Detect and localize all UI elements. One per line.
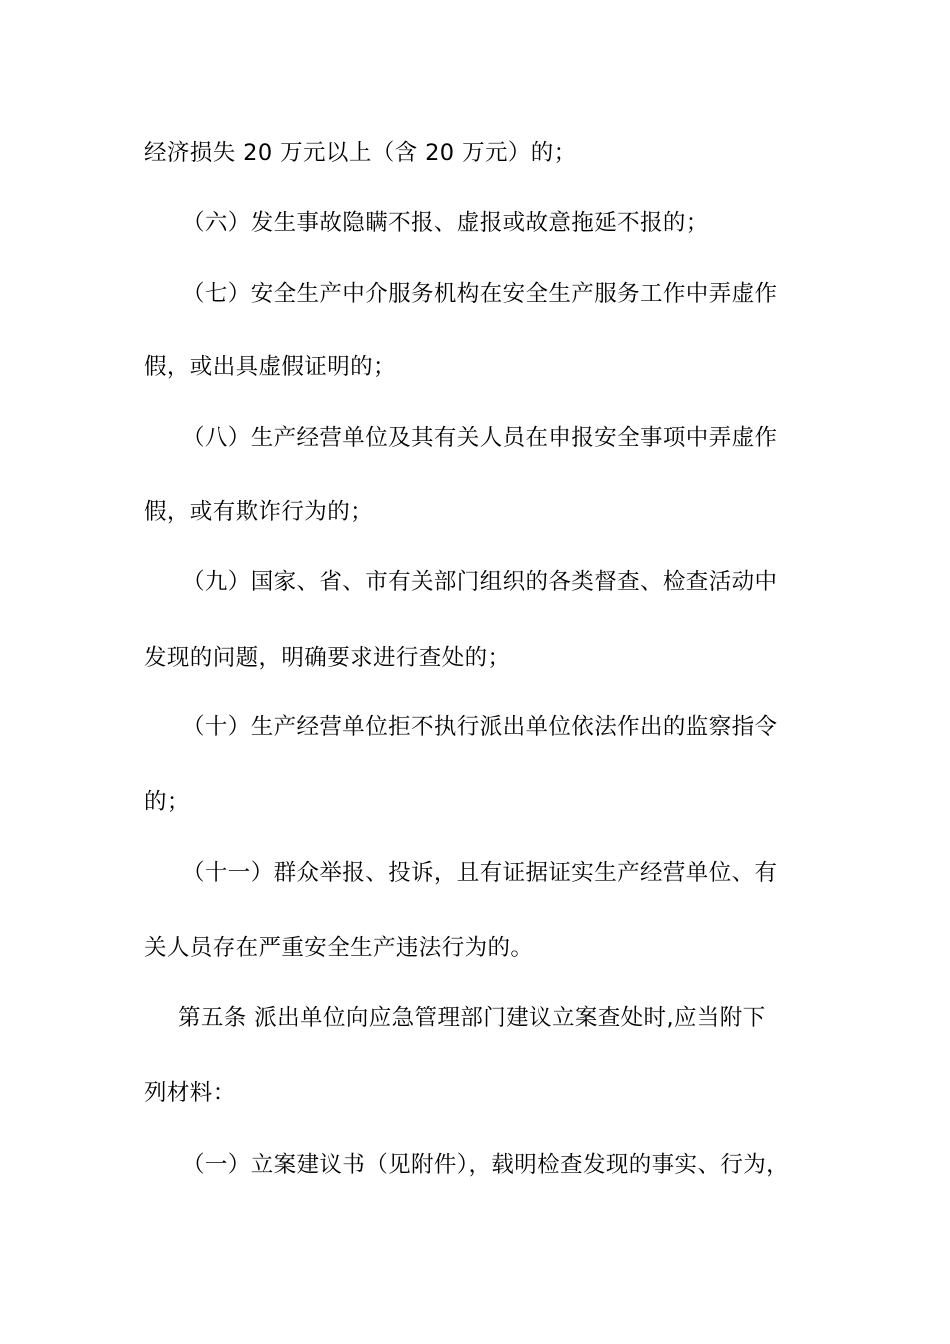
text-line-11: （十一）群众举报、投诉，且有证据证实生产经营单位、有 [182, 860, 778, 886]
text-line-14: 列材料： [144, 1080, 236, 1106]
text-line-8: 发现的问题，明确要求进行查处的； [144, 645, 511, 671]
text-line-13: 第五条 派出单位向应急管理部门建议立案查处时,应当附下 [178, 1005, 766, 1031]
text-line-2: （六）发生事故隐瞒不报、虚报或故意拖延不报的； [182, 210, 709, 236]
text-line-6: 假，或有欺诈行为的； [144, 499, 374, 525]
text-line-10: 的； [144, 789, 190, 815]
text-line-4: 假，或出具虚假证明的； [144, 354, 396, 380]
text-line-7: （九）国家、省、市有关部门组织的各类督查、检查活动中 [182, 569, 778, 595]
text-line-3: （七）安全生产中介服务机构在安全生产服务工作中弄虚作 [182, 281, 778, 307]
text-line-1: 经济损失 20 万元以上（含 20 万元）的； [144, 140, 577, 166]
text-line-9: （十）生产经营单位拒不执行派出单位依法作出的监察指令 [182, 714, 778, 740]
text-line-12: 关人员存在严重安全生产违法行为的。 [144, 935, 534, 961]
text-line-15: （一）立案建议书（见附件），载明检查发现的事实、行为， [182, 1152, 790, 1178]
text-line-5: （八）生产经营单位及其有关人员在申报安全事项中弄虚作 [182, 425, 778, 451]
